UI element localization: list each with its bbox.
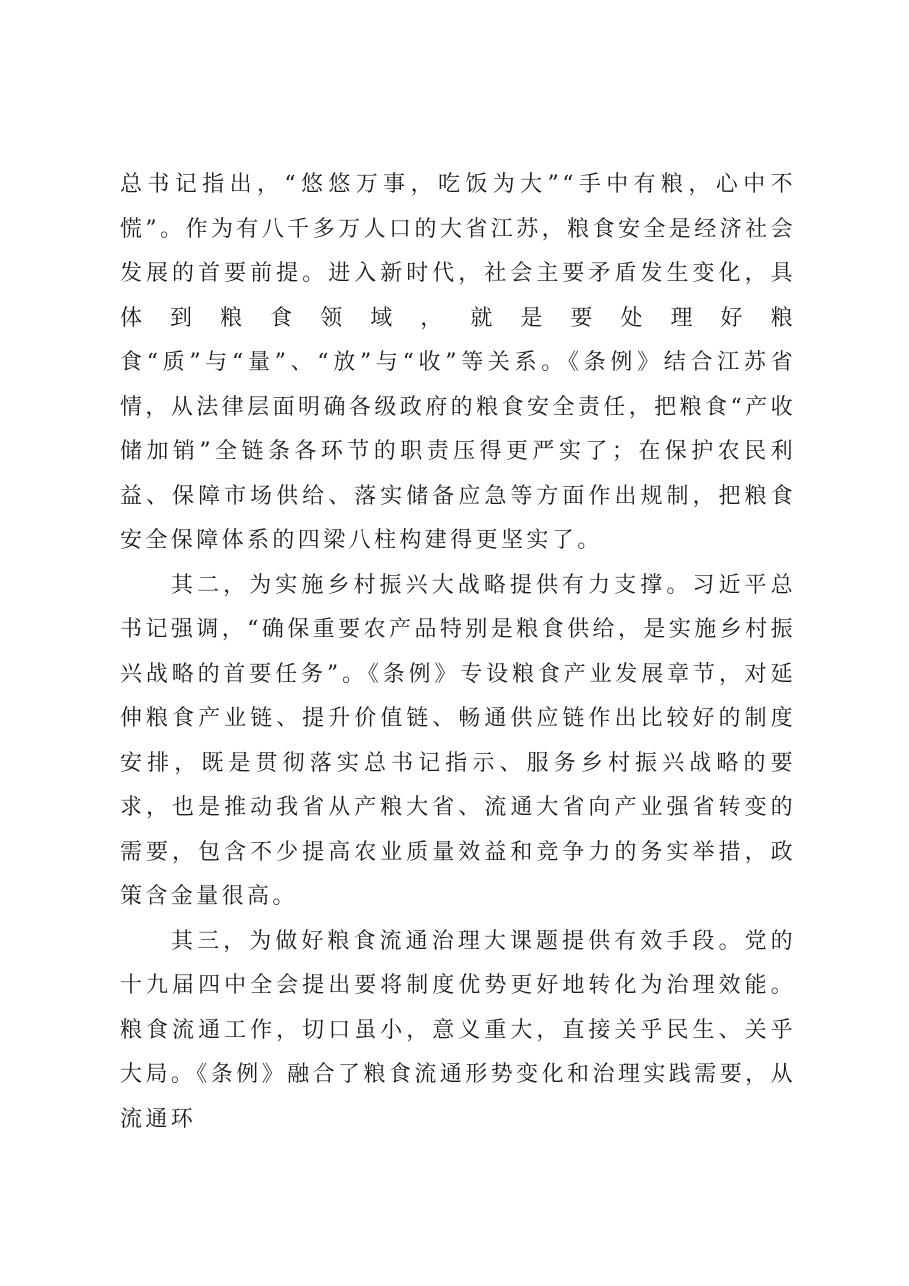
paragraph-1: 总书记指出，“悠悠万事，吃饭为大”“手中有粮，心中不慌”。作为有八千多万人口的大省江苏，粮食安全是经济社会发展的首要前提。进入新时代，社会主要矛盾发生变化，具体到粮食领域，就是要处理好粮食“质”与“量”、“放”与“收”等关系。《条例》结合江苏省情，从法律层面明确各级政府的粮食安全责任，把粮食“产收储加销”全链条各环节的职责压得更严实了；在保护农民利益、保障市场供给、落实储备应急等方面作出规制，把粮食安全保障体系的四梁八柱构建得更坚实了。 [120,172,796,553]
paragraph-3: 其三，为做好粮食流通治理大课题提供有效手段。党的十九届四中全会提出要将制度优势更好地转化为治理效能。粮食流通工作，切口虽小，意义重大，直接关乎民生、关乎大局。《条例》融合了粮食流通形势变化和治理实践需要，从流通环 [120,928,796,1132]
paragraph-2: 其二，为实施乡村振兴大战略提供有力支撑。习近平总书记强调，“确保重要农产品特别是粮食供给，是实施乡村振兴战略的首要任务”。《条例》专设粮食产业发展章节，对延伸粮食产业链、提升价值链、畅通供应链作出比较好的制度安排，既是贯彻落实总书记指示、服务乡村振兴战略的要求，也是推动我省从产粮大省、流通大省向产业强省转变的需要，包含不少提高农业质量效益和竞争力的务实举措，政策含金量很高。 [120,572,796,909]
document-body [120,163,796,1142]
